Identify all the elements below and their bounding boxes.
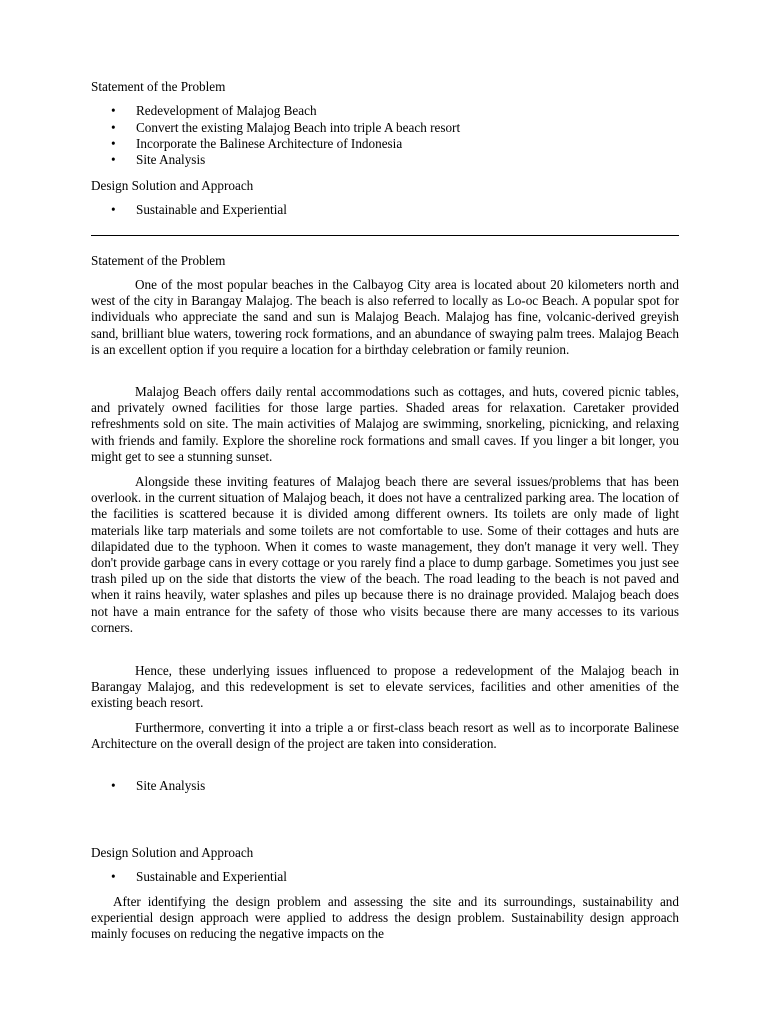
bullet-icon: • xyxy=(111,103,116,118)
bullet-icon: • xyxy=(111,120,116,135)
bullet-icon: • xyxy=(111,152,116,167)
list-item: • Site Analysis xyxy=(91,778,679,794)
paragraph: One of the most popular beaches in the Calbayog City area is located about 20 kilometers north and west of the city in Barangay Malajog. The beach is also referred to locally as Lo-oc Beach. A popular spot for individuals who appreciate the sand and sun is Malajog Beach. Malajog has fine, volcanic-derived greyish sand, brilliant blue waters, towering rock formations, and an abundance of swaying palm trees. Malajog Beach is an excellent option if you require a location for a birthday celebration or family reunion. xyxy=(91,277,679,357)
paragraph: Malajog Beach offers daily rental accommodations such as cottages, and huts, covered picnic tables, and privately owned facilities for those large parties. Shaded areas for relaxation. Caretaker provided refreshments sold on site. The main activities of Malajog are swimming, snorkeling, picnicking, and relaxing with friends and family. Explore the shoreline rock formations and small caves. If you linger a bit longer, you might get to see a stunning sunset. xyxy=(91,384,679,464)
paragraph: Furthermore, converting it into a triple a or first-class beach resort as well as to incorporate Balinese Architecture on the overall design of the project are taken into consideration. xyxy=(91,720,679,752)
bullet-icon: • xyxy=(111,202,116,217)
list-item: • Redevelopment of Malajog Beach xyxy=(91,103,679,119)
list-item: • Convert the existing Malajog Beach into triple A beach resort xyxy=(91,120,679,136)
horizontal-divider xyxy=(91,235,679,236)
list-item: • Sustainable and Experiential xyxy=(91,202,679,218)
paragraph: After identifying the design problem and assessing the site and its surroundings, sustainability and experiential design approach were applied to address the design problem. Sustainability design approach mainly focuses on reducing the negative impacts on the xyxy=(91,894,679,942)
paragraph: Hence, these underlying issues influenced to propose a redevelopment of the Malajog beach in Barangay Malajog, and this redevelopment is set to elevate services, facilities and other amenities of the existing beach resort. xyxy=(91,663,679,711)
paragraph: Alongside these inviting features of Malajog beach there are several issues/problems that has been overlook. in the current situation of Malajog beach, it does not have a centralized parking area. The location of the facilities is scattered because it is divided among different owners. Its toilets are only made of light materials like tarp materials and some toilets are not comfortable to use. Some of their cottages and huts are dilapidated due to the typhoon. When it comes to waste management, they don't manage it very well. They don't provide garbage cans in every cottage or you rarely find a place to dump garbage. Sometimes you just see trash piled up on the side that distorts the view of the beach. The road leading to the beach is not paved and when it rains heavily, water splashes and piles up because there is no drainage provided. Malajog beach does not have a main entrance for the safety of those who visits because there are many accesses to its various corners. xyxy=(91,474,679,635)
list-item: • Sustainable and Experiential xyxy=(91,869,679,885)
body-heading-design: Design Solution and Approach xyxy=(91,845,254,860)
section-heading-design: Design Solution and Approach xyxy=(91,178,254,193)
list-item: • Incorporate the Balinese Architecture of Indonesia xyxy=(91,136,679,152)
bullet-icon: • xyxy=(111,869,116,884)
bullet-icon: • xyxy=(111,778,116,793)
section-heading-statement: Statement of the Problem xyxy=(91,79,226,94)
bullet-icon: • xyxy=(111,136,116,151)
list-item: • Site Analysis xyxy=(91,152,679,168)
body-heading-statement: Statement of the Problem xyxy=(91,253,226,268)
